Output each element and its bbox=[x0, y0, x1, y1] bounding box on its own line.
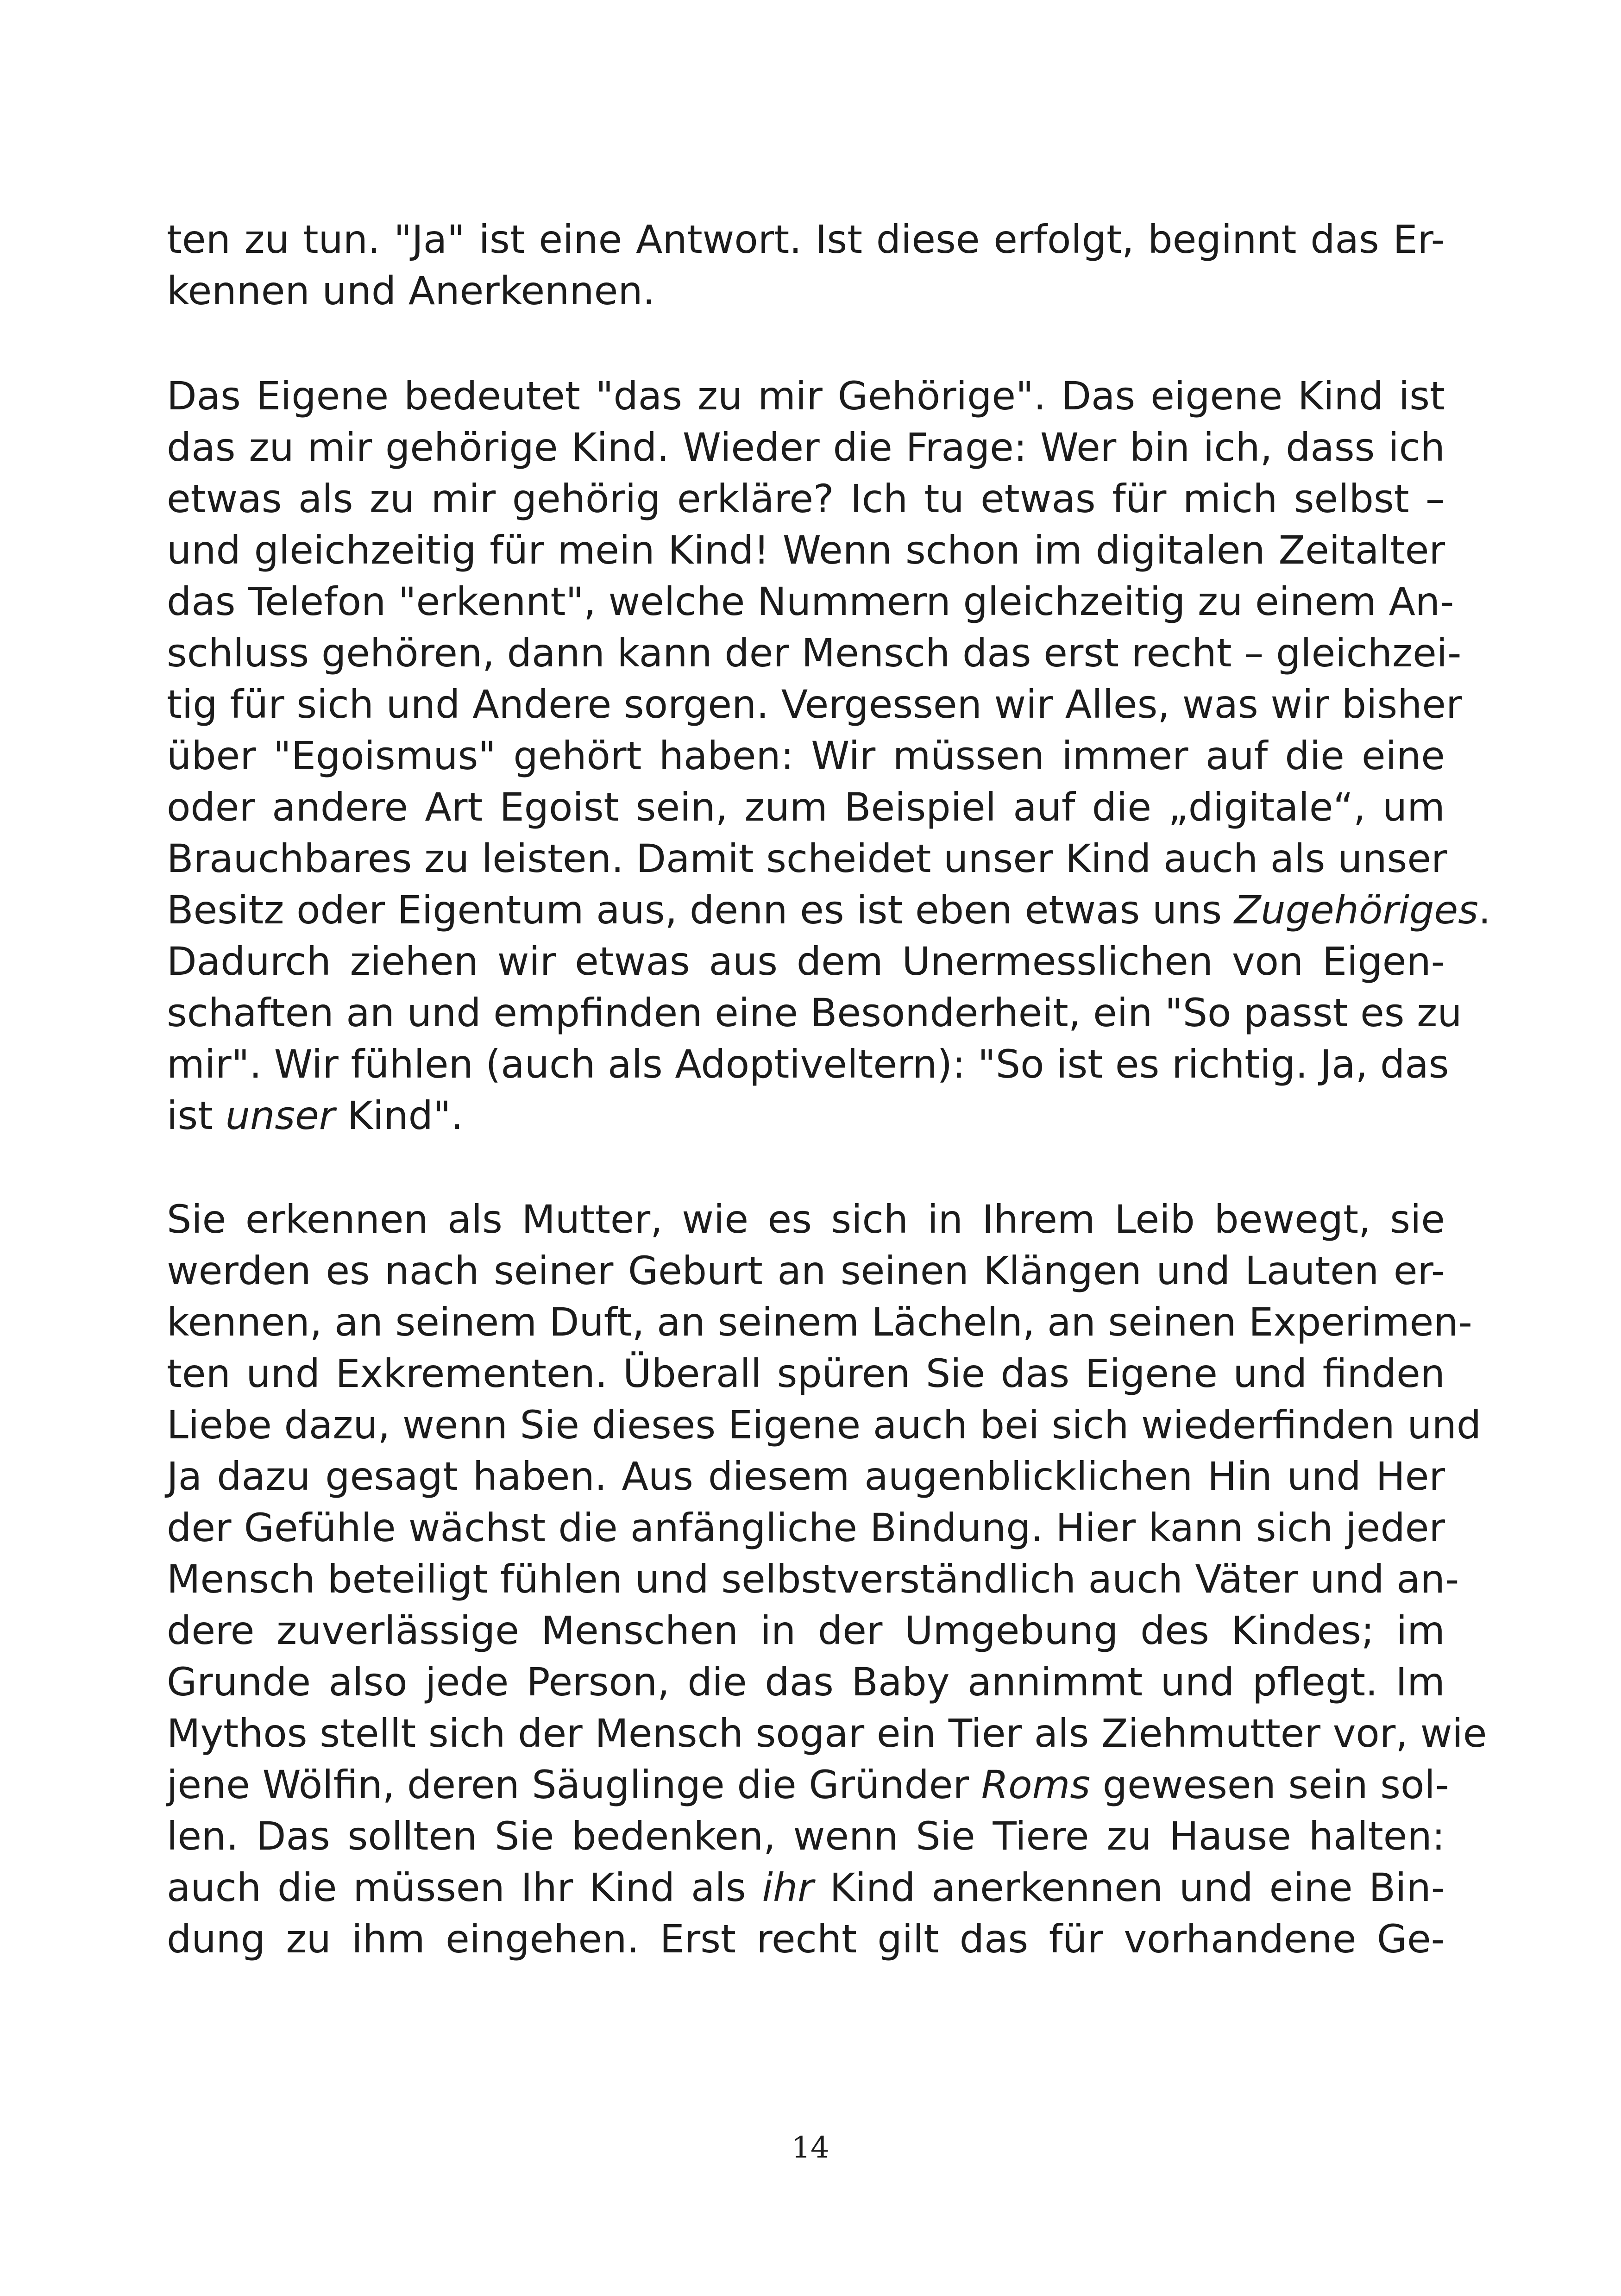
emphasis-ihr: ihr bbox=[762, 1865, 814, 1910]
text-line: mir". Wir fühlen (auch als Adoptiveltern): "So ist es richtig. Ja, das bbox=[167, 1041, 1449, 1087]
text-line: etwas als zu mir gehörig erkläre? Ich tu etwas für mich selbst – bbox=[167, 476, 1445, 521]
text-line: das zu mir gehörige Kind. Wieder die Frage: Wer bin ich, dass ich bbox=[167, 425, 1445, 470]
text-line: oder andere Art Egoist sein, zum Beispiel auf die „digitale“, um bbox=[167, 784, 1445, 830]
emphasis-unser: unser bbox=[225, 1093, 335, 1138]
text-line: jene Wölfin, deren Säuglinge die Gründer Roms gewesen sein sol- bbox=[167, 1762, 1450, 1807]
text-line: das Telefon "erkennt", welche Nummern gleichzeitig zu einem An- bbox=[167, 579, 1454, 624]
text-line: ten und Exkrementen. Überall spüren Sie das Eigene und finden bbox=[167, 1351, 1445, 1396]
text-line: kennen, an seinem Duft, an seinem Lächeln, an seinen Experimen- bbox=[167, 1299, 1472, 1345]
text-line: len. Das sollten Sie bedenken, wenn Sie Tiere zu Hause halten: bbox=[167, 1813, 1445, 1859]
text-line: kennen und Anerkennen. bbox=[167, 268, 655, 314]
text-line: ten zu tun. "Ja" ist eine Antwort. Ist diese erfolgt, beginnt das Er- bbox=[167, 217, 1445, 262]
text-line: auch die müssen Ihr Kind als ihr Kind anerkennen und eine Bin- bbox=[167, 1865, 1445, 1910]
text-line: Dadurch ziehen wir etwas aus dem Unermesslichen von Eigen- bbox=[167, 939, 1445, 984]
text-line: werden es nach seiner Geburt an seinen Klängen und Lauten er- bbox=[167, 1248, 1445, 1293]
emphasis-zugehoeriges: Zugehöriges bbox=[1234, 887, 1478, 933]
text-line: schluss gehören, dann kann der Mensch das erst recht – gleichzei- bbox=[167, 630, 1462, 676]
text-line: dere zuverlässige Menschen in der Umgebung des Kindes; im bbox=[167, 1608, 1445, 1653]
text-line: Brauchbares zu leisten. Damit scheidet unser Kind auch als unser bbox=[167, 836, 1447, 881]
text-line: tig für sich und Andere sorgen. Vergessen wir Alles, was wir bisher bbox=[167, 682, 1462, 727]
text-line: Mensch beteiligt fühlen und selbstverständlich auch Väter und an- bbox=[167, 1556, 1459, 1602]
text-line: Besitz oder Eigentum aus, denn es ist eben etwas uns Zugehöriges. bbox=[167, 887, 1491, 933]
text-line: Sie erkennen als Mutter, wie es sich in Ihrem Leib bewegt, sie bbox=[167, 1197, 1445, 1242]
text-line: Mythos stellt sich der Mensch sogar ein Tier als Ziehmutter vor, wie bbox=[167, 1711, 1487, 1756]
paragraph-2 bbox=[167, 370, 1491, 1142]
text-line: Liebe dazu, wenn Sie dieses Eigene auch bei sich wiederfinden und bbox=[167, 1402, 1482, 1448]
emphasis-roms: Roms bbox=[981, 1762, 1091, 1807]
text-line: ist unser Kind". bbox=[167, 1093, 464, 1138]
text-line: Das Eigene bedeutet "das zu mir Gehörige". Das eigene Kind ist bbox=[167, 373, 1445, 419]
text-line: über "Egoismus" gehört haben: Wir müssen immer auf die eine bbox=[167, 733, 1445, 778]
paragraph-1 bbox=[167, 214, 1445, 317]
page-number: 14 bbox=[792, 2131, 829, 2165]
text-line: schaften an und empfinden eine Besonderheit, ein "So passt es zu bbox=[167, 990, 1462, 1035]
text-line: Grunde also jede Person, die das Baby annimmt und pflegt. Im bbox=[167, 1659, 1445, 1705]
paragraph-3 bbox=[167, 1194, 1487, 1965]
text-line: und gleichzeitig für mein Kind! Wenn schon im digitalen Zeitalter bbox=[167, 527, 1445, 573]
text-line: Ja dazu gesagt haben. Aus diesem augenblicklichen Hin und Her bbox=[167, 1454, 1445, 1499]
text-line: der Gefühle wächst die anfängliche Bindung. Hier kann sich jeder bbox=[167, 1505, 1445, 1550]
text-line: dung zu ihm eingehen. Erst recht gilt das für vorhandene Ge- bbox=[167, 1916, 1445, 1962]
